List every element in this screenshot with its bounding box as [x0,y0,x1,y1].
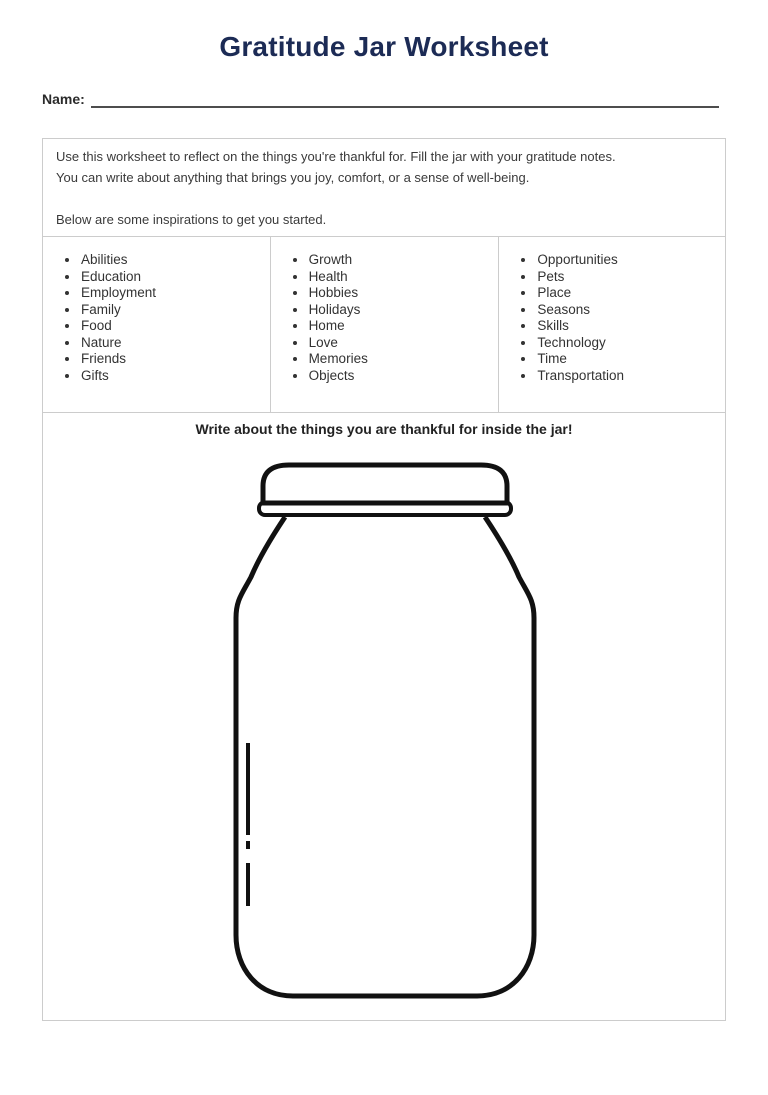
page-title: Gratitude Jar Worksheet [219,31,549,62]
list-item: • Family [80,302,264,319]
list-item: • Home [308,318,493,335]
inspiration-column-1 [43,237,270,412]
list-item: • Friends [80,351,264,368]
worksheet-box [42,138,726,1021]
list-item: • Technology [536,335,719,352]
jar-lid-top [263,465,507,503]
list-item: • Transportation [536,368,719,385]
inspiration-list-3 [499,252,719,384]
list-item: • Memories [308,351,493,368]
gratitude-jar-illustration[interactable] [231,462,537,1000]
list-item: • Growth [308,252,493,269]
list-item: • Love [308,335,493,352]
list-item: • Seasons [536,302,719,319]
inspiration-column-3 [498,237,725,412]
list-item: • Abilities [80,252,264,269]
list-item: • Education [80,269,264,286]
jar-section-heading: Write about the things you are thankful for inside the jar! [195,421,573,437]
inspiration-column-2 [270,237,499,412]
jar-body-outline [236,517,534,996]
list-item: • Place [536,285,719,302]
list-item: • Employment [80,285,264,302]
list-item: • Hobbies [308,285,493,302]
inspirations-columns [43,236,725,413]
worksheet-page [0,31,768,1021]
list-item: • Skills [536,318,719,335]
list-item: • Gifts [80,368,264,385]
list-item: • Time [536,351,719,368]
name-label: Name: [42,91,85,107]
list-item: • Food [80,318,264,335]
jar-section [43,413,725,1020]
instructions-section [43,139,725,236]
inspiration-list-2 [271,252,493,384]
list-item: • Health [308,269,493,286]
name-row [42,91,726,108]
instructions-line-1: Use this worksheet to reflect on the things you're thankful for. Fill the jar with your gratitude notes. [56,149,616,164]
instructions-footer: Below are some inspirations to get you started. [56,212,327,227]
list-item: • Objects [308,368,493,385]
list-item: • Holidays [308,302,493,319]
inspiration-list-1 [43,252,264,384]
instructions-line-2: You can write about anything that brings you joy, comfort, or a sense of well-being. [56,170,530,185]
list-item: • Pets [536,269,719,286]
name-input-line[interactable] [91,92,719,108]
instructions-spacer [56,188,712,209]
list-item: • Opportunities [536,252,719,269]
list-item: • Nature [80,335,264,352]
